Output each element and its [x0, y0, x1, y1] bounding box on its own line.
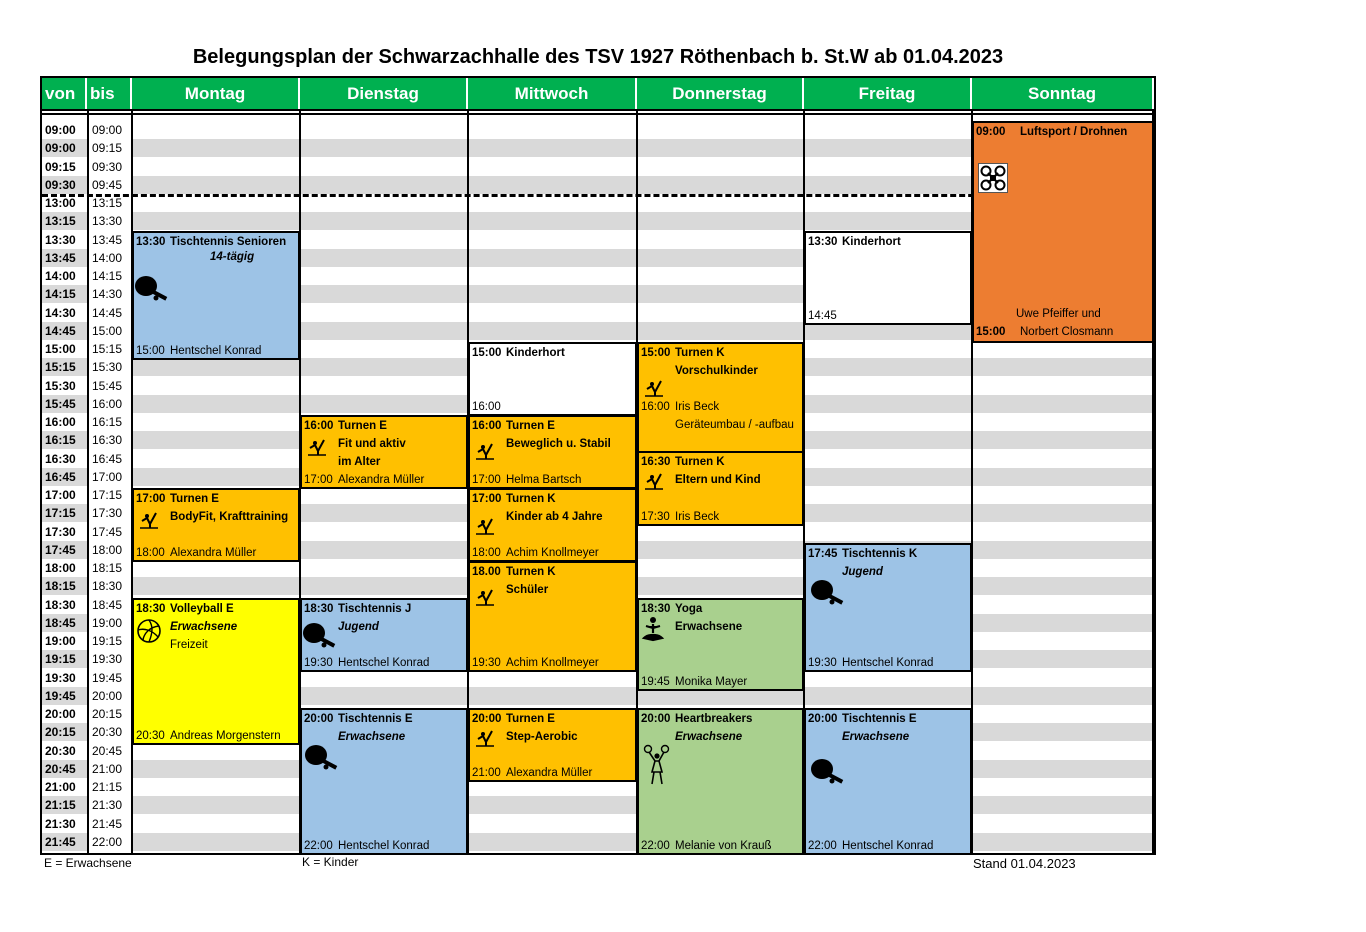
- time-von: 17:15: [42, 504, 87, 522]
- time-von: 20:00: [42, 705, 87, 723]
- header-bis: bis: [87, 78, 132, 109]
- event-name: Kinderhort: [506, 347, 565, 359]
- event-start-time: 13:30: [808, 236, 838, 248]
- time-von: 20:45: [42, 760, 87, 778]
- time-bis: 20:15: [92, 707, 123, 721]
- event-trainer-2: Norbert Closmann: [1020, 326, 1114, 338]
- time-von: 16:00: [42, 413, 87, 431]
- event-end-time: 15:00: [976, 326, 1006, 338]
- time-von: 15:15: [42, 358, 87, 376]
- event-description-2: im Alter: [338, 456, 381, 468]
- event-start-time: 20:00: [304, 713, 334, 725]
- time-von: 18:30: [42, 596, 87, 614]
- event-start-time: 13:30: [136, 236, 166, 248]
- event-name: Tischtennis Senioren: [170, 236, 287, 248]
- event-name: Volleyball E: [170, 603, 234, 615]
- event-start-time: 15:00: [472, 347, 502, 359]
- event-trainer: Hentschel Konrad: [338, 657, 430, 669]
- event-start-time: 17:00: [136, 493, 166, 505]
- time-von: 17:30: [42, 523, 87, 541]
- event-name: Tischtennis E: [842, 713, 917, 725]
- gymnast-icon: [306, 435, 330, 457]
- event-trainer: Andreas Morgenstern: [170, 730, 281, 742]
- event-name: Turnen K: [506, 566, 556, 578]
- event-end-time: 19:30: [808, 657, 837, 669]
- event-trainer: Iris Beck: [675, 401, 720, 413]
- event-mittwoch-kinderhort: [468, 342, 637, 416]
- event-donnerstag-turnen-k-vorschule: [637, 342, 804, 453]
- event-dienstag-tischtennis-j: [300, 598, 468, 672]
- time-von: 21:30: [42, 815, 87, 833]
- event-start-time: 17:00: [472, 493, 502, 505]
- gymnast-icon: [474, 514, 498, 536]
- time-von: 14:15: [42, 285, 87, 303]
- column-divider: [803, 109, 805, 853]
- event-end-time: 17:30: [641, 511, 670, 523]
- time-von: 17:45: [42, 541, 87, 559]
- event-donnerstag-heartbreakers: [637, 708, 804, 855]
- event-subtitle: Erwachsene: [170, 621, 238, 633]
- event-sonntag-luftsport-drohnen: [972, 121, 1154, 343]
- event-subtitle: Erwachsene: [338, 731, 406, 743]
- time-bis: 13:15: [92, 196, 123, 210]
- volleyball-icon: [136, 618, 162, 644]
- time-von: 09:15: [42, 158, 87, 176]
- event-trainer: Achim Knollmeyer: [506, 547, 599, 559]
- event-end-time: 22:00: [808, 840, 837, 852]
- event-trainer: Monika Mayer: [675, 676, 748, 688]
- header-montag: Montag: [132, 78, 300, 109]
- cheerleader-icon: [643, 744, 671, 786]
- event-description: Beweglich u. Stabil: [506, 438, 611, 450]
- time-bis: 13:30: [92, 214, 123, 229]
- event-trainer: Alexandra Müller: [338, 474, 425, 486]
- column-divider: [636, 109, 638, 853]
- event-trainer: Alexandra Müller: [170, 547, 257, 559]
- event-description: Step-Aerobic: [506, 731, 578, 743]
- gymnast-icon: [643, 376, 667, 398]
- time-bis: 09:45: [92, 177, 123, 192]
- table-tennis-icon: [304, 744, 342, 772]
- column-divider: [1152, 109, 1154, 853]
- column-divider: [299, 109, 301, 853]
- event-name: Tischtennis E: [338, 713, 413, 725]
- time-bis: 17:30: [92, 506, 123, 521]
- legend-kinder: K = Kinder: [302, 855, 359, 869]
- event-trainer: Helma Bartsch: [506, 474, 582, 486]
- event-trainer: Alexandra Müller: [506, 767, 593, 779]
- event-freitag-kinderhort: [804, 231, 972, 325]
- event-start-time: 09:00: [976, 126, 1006, 138]
- time-von: 13:15: [42, 212, 87, 230]
- table-tennis-icon: [810, 579, 848, 607]
- time-von: 15:30: [42, 377, 87, 395]
- event-end-time: 16:00: [641, 401, 670, 413]
- table-tennis-icon: [134, 275, 172, 303]
- event-subtitle: Jugend: [842, 566, 883, 578]
- event-start-time: 16:00: [472, 420, 502, 432]
- event-name: Turnen E: [506, 713, 555, 725]
- event-start-time: 16:30: [641, 456, 671, 468]
- time-von: 20:15: [42, 723, 87, 741]
- time-bis: 18:45: [92, 597, 123, 612]
- time-bis: 15:30: [92, 360, 123, 375]
- time-bis: 20:45: [92, 743, 123, 758]
- column-divider: [131, 109, 133, 853]
- time-von: 16:45: [42, 468, 87, 486]
- time-von: 19:15: [42, 650, 87, 668]
- event-subtitle: Erwachsene: [842, 731, 910, 743]
- event-mittwoch-turnen-k-kinder: [468, 488, 637, 562]
- time-bis: 21:15: [92, 780, 123, 794]
- time-bis: 18:15: [92, 561, 123, 575]
- time-bis: 21:30: [92, 798, 123, 813]
- event-trainer: Iris Beck: [675, 511, 720, 523]
- time-bis: 13:45: [92, 232, 123, 247]
- time-bis: 14:00: [92, 250, 123, 265]
- time-bis: 20:30: [92, 725, 123, 740]
- gymnast-icon: [643, 469, 667, 491]
- event-end-time: 19:30: [472, 657, 501, 669]
- time-von: 17:00: [42, 486, 87, 504]
- gymnast-icon: [474, 439, 498, 461]
- event-trainer: Uwe Pfeiffer und: [1016, 308, 1101, 320]
- header-dienstag: Dienstag: [300, 78, 468, 109]
- time-bis: 15:45: [92, 378, 123, 393]
- event-dienstag-turnen-e: [300, 415, 468, 489]
- event-subtitle: Jugend: [338, 621, 379, 633]
- time-von: 18:15: [42, 577, 87, 595]
- event-subtitle: Erwachsene: [675, 731, 743, 743]
- time-von: 21:00: [42, 778, 87, 796]
- time-bis: 15:15: [92, 342, 123, 356]
- event-trainer: Hentschel Konrad: [842, 840, 934, 852]
- event-montag-volleyball-e: [132, 598, 300, 745]
- event-end-time: 14:45: [808, 310, 837, 322]
- event-name: Turnen E: [170, 493, 219, 505]
- column-divider: [87, 109, 89, 853]
- event-name: Yoga: [675, 603, 703, 615]
- time-bis: 16:45: [92, 451, 123, 466]
- event-start-time: 20:00: [472, 713, 502, 725]
- time-von: 13:45: [42, 249, 87, 267]
- time-bis: 18:30: [92, 579, 123, 594]
- time-von: 19:45: [42, 687, 87, 705]
- time-bis: 17:00: [92, 469, 123, 484]
- time-von: 09:30: [42, 176, 87, 194]
- event-end-time: 18:00: [136, 547, 165, 559]
- time-bis: 16:00: [92, 396, 123, 411]
- event-montag-tischtennis-senioren: [132, 231, 300, 360]
- schedule-grid: [40, 76, 1156, 855]
- time-bis: 19:00: [92, 615, 123, 630]
- event-name: Heartbreakers: [675, 713, 753, 725]
- event-description: Fit und aktiv: [338, 438, 406, 450]
- time-bis: 14:30: [92, 287, 123, 302]
- yoga-icon: [641, 616, 665, 644]
- event-donnerstag-turnen-k-eltern: [637, 451, 804, 526]
- event-trainer: Hentschel Konrad: [170, 345, 262, 357]
- event-end-time: 21:00: [472, 767, 501, 779]
- event-description: Schüler: [506, 584, 549, 596]
- event-end-time: 16:00: [472, 401, 501, 413]
- header-divider: [42, 109, 1154, 115]
- equipment-setup-note: Geräteumbau / -aufbau: [675, 419, 794, 431]
- time-von: 19:30: [42, 669, 87, 687]
- event-freitag-tischtennis-k: [804, 543, 972, 672]
- event-start-time: 20:00: [641, 713, 671, 725]
- time-bis: 14:45: [92, 305, 123, 320]
- event-end-time: 19:45: [641, 676, 670, 688]
- event-end-time: 18:00: [472, 547, 501, 559]
- event-start-time: 18:30: [136, 603, 166, 615]
- event-end-time: 17:00: [472, 474, 501, 486]
- time-bis: 19:15: [92, 634, 123, 648]
- time-von: 20:30: [42, 742, 87, 760]
- event-name: Turnen E: [506, 420, 555, 432]
- time-bis: 14:15: [92, 269, 123, 283]
- event-end-time: 17:00: [304, 474, 333, 486]
- column-divider: [467, 109, 469, 853]
- event-description: Erwachsene: [675, 621, 743, 633]
- time-bis: 16:15: [92, 415, 123, 429]
- column-divider: [971, 109, 973, 853]
- header-mittwoch: Mittwoch: [468, 78, 637, 109]
- event-description: Eltern und Kind: [675, 474, 761, 486]
- time-von: 09:00: [42, 121, 87, 139]
- time-bis: 21:45: [92, 816, 123, 831]
- table-tennis-icon: [302, 622, 340, 650]
- time-von: 15:00: [42, 340, 87, 358]
- time-bis: 15:00: [92, 323, 123, 338]
- time-bis: 09:00: [92, 123, 123, 137]
- time-bis: 09:30: [92, 159, 123, 174]
- event-name: Luftsport / Drohnen: [1020, 126, 1128, 138]
- event-name: Tischtennis J: [338, 603, 412, 615]
- event-start-time: 20:00: [808, 713, 838, 725]
- time-von: 19:00: [42, 632, 87, 650]
- event-name: Turnen K: [506, 493, 556, 505]
- event-end-time: 15:00: [136, 345, 165, 357]
- time-von: 18:00: [42, 559, 87, 577]
- drone-icon: [978, 163, 1008, 193]
- event-name: Kinderhort: [842, 236, 901, 248]
- row-stripe: [132, 577, 1154, 595]
- time-von: 16:30: [42, 450, 87, 468]
- event-description: BodyFit, Krafttraining: [170, 511, 289, 523]
- event-subtitle: 14-tägig: [210, 251, 255, 263]
- event-trainer: Hentschel Konrad: [842, 657, 934, 669]
- time-bis: 09:15: [92, 141, 123, 156]
- event-description: Freizeit: [170, 639, 208, 651]
- event-mittwoch-turnen-k-schueler: [468, 561, 637, 672]
- event-freitag-tischtennis-e: [804, 708, 972, 855]
- event-name: Tischtennis K: [842, 548, 918, 560]
- event-donnerstag-yoga: [637, 598, 804, 691]
- event-start-time: 16:00: [304, 420, 334, 432]
- time-von: 13:30: [42, 231, 87, 249]
- event-start-time: 18.00: [472, 566, 501, 578]
- event-end-time: 20:30: [136, 730, 165, 742]
- event-start-time: 17:45: [808, 548, 838, 560]
- gymnast-icon: [138, 508, 162, 530]
- time-bis: 18:00: [92, 542, 123, 557]
- event-description: Vorschulkinder: [675, 365, 758, 377]
- time-bis: 19:30: [92, 652, 123, 667]
- time-von: 14:45: [42, 322, 87, 340]
- time-bis: 20:00: [92, 688, 123, 703]
- event-mittwoch-turnen-e: [468, 415, 637, 489]
- header-freitag: Freitag: [804, 78, 972, 109]
- header-donnerstag: Donnerstag: [637, 78, 804, 109]
- header-sonntag: Sonntag: [972, 78, 1154, 109]
- event-dienstag-tischtennis-e: [300, 708, 468, 855]
- event-name: Turnen K: [675, 347, 725, 359]
- time-von: 21:15: [42, 796, 87, 814]
- page-title: Belegungsplan der Schwarzachhalle des TSV 1927 Röthenbach b. St.W ab 01.04.2023: [192, 46, 1004, 68]
- event-name: Turnen K: [675, 456, 725, 468]
- event-mittwoch-step-aerobic: [468, 708, 637, 782]
- event-trainer: Melanie von Krauß: [675, 840, 772, 852]
- time-bis: 19:45: [92, 670, 123, 685]
- event-montag-turnen-e: [132, 488, 300, 562]
- time-von: 14:30: [42, 304, 87, 322]
- event-start-time: 15:00: [641, 347, 671, 359]
- time-bis: 22:00: [92, 834, 123, 849]
- gymnast-icon: [474, 585, 498, 607]
- event-end-time: 22:00: [304, 840, 333, 852]
- time-bis: 17:45: [92, 524, 123, 539]
- time-von: 16:15: [42, 431, 87, 449]
- event-start-time: 18:30: [641, 603, 671, 615]
- time-bis: 21:00: [92, 761, 123, 776]
- stand-date: Stand 01.04.2023: [973, 856, 1076, 871]
- gymnast-icon: [474, 726, 498, 748]
- time-von: 15:45: [42, 395, 87, 413]
- event-description: Kinder ab 4 Jahre: [506, 511, 603, 523]
- event-trainer: Hentschel Konrad: [338, 840, 430, 852]
- event-start-time: 18:30: [304, 603, 334, 615]
- table-tennis-icon: [810, 758, 848, 786]
- legend-erwachsene: E = Erwachsene: [44, 856, 132, 870]
- time-von: 18:45: [42, 614, 87, 632]
- event-trainer: Achim Knollmeyer: [506, 657, 599, 669]
- time-bis: 16:30: [92, 433, 123, 448]
- time-von: 21:45: [42, 833, 87, 851]
- time-bis: 17:15: [92, 488, 123, 502]
- event-end-time: 19:30: [304, 657, 333, 669]
- event-name: Turnen E: [338, 420, 387, 432]
- time-von: 09:00: [42, 139, 87, 157]
- event-end-time: 22:00: [641, 840, 670, 852]
- time-von: 13:00: [42, 194, 87, 212]
- header-von: von: [42, 78, 87, 109]
- time-von: 14:00: [42, 267, 87, 285]
